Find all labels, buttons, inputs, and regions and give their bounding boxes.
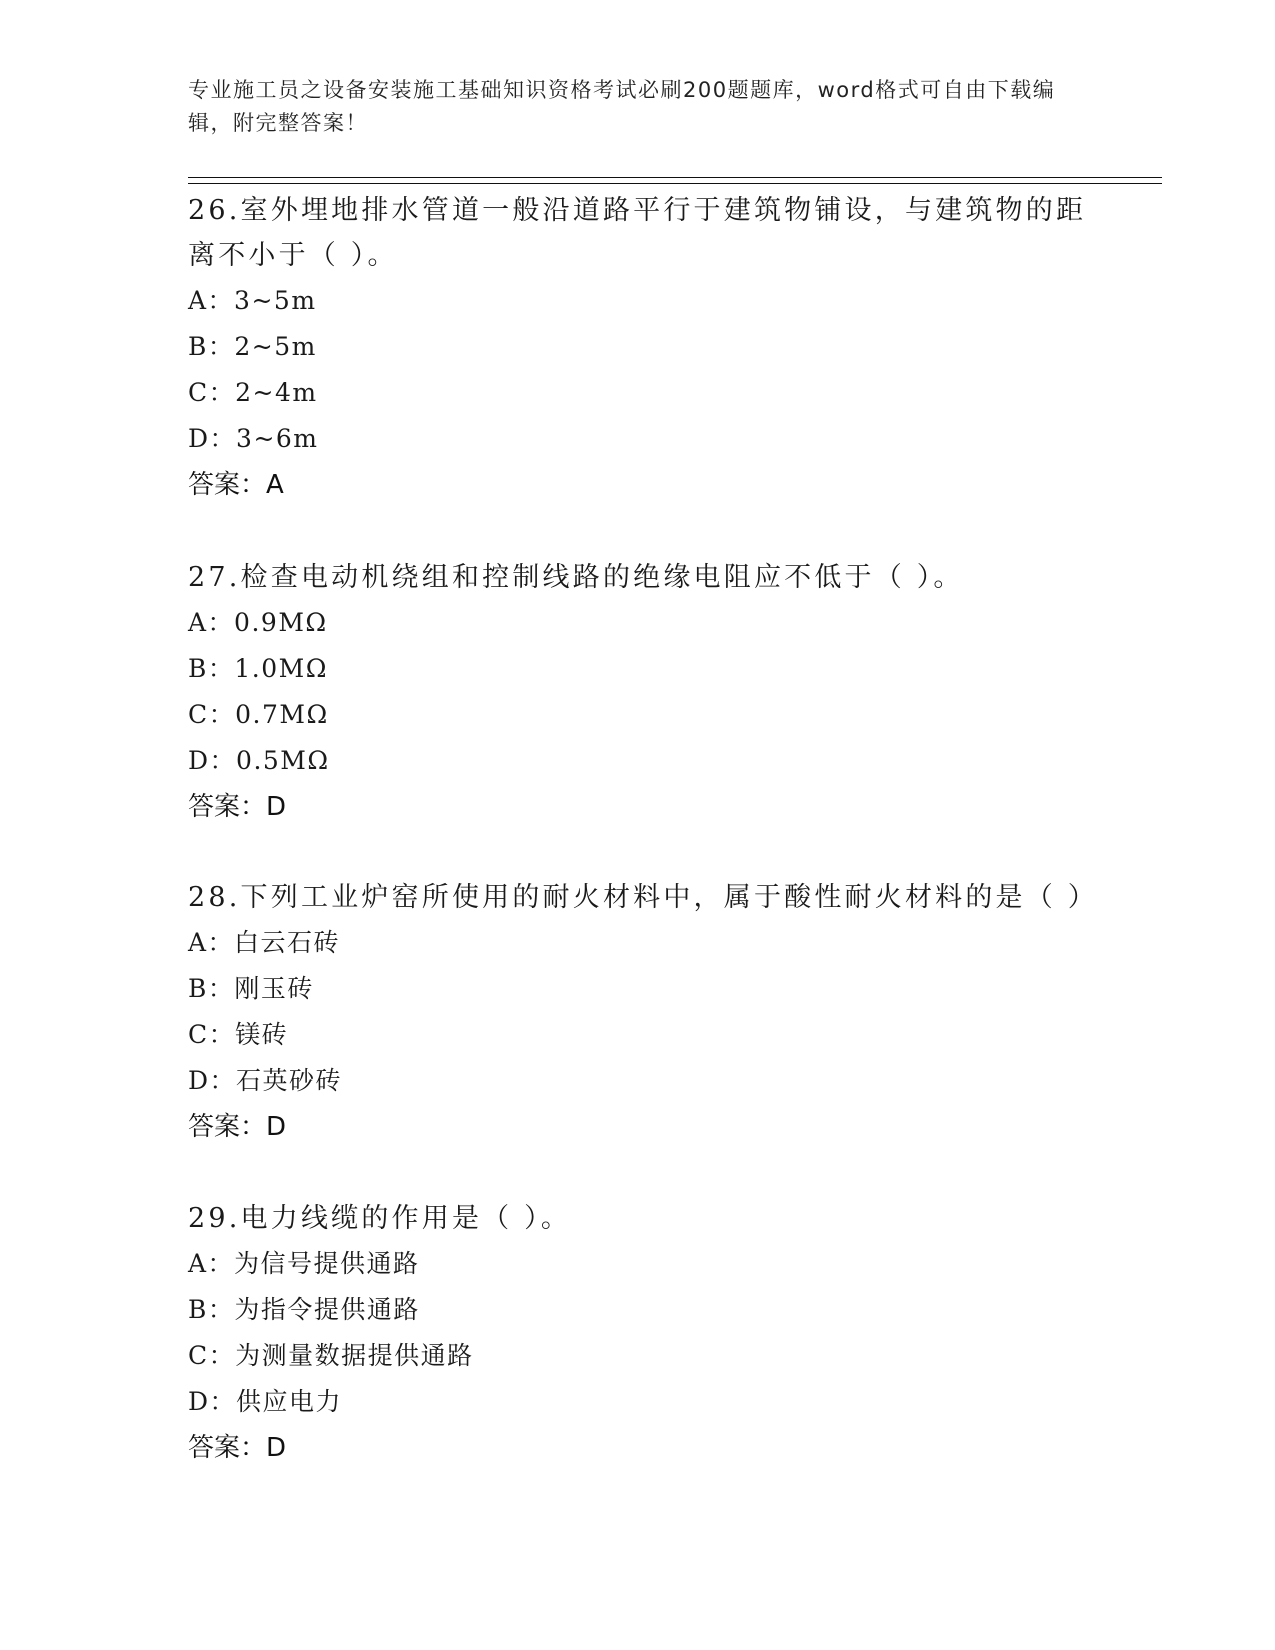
option-c: C：0.7MΩ bbox=[188, 700, 329, 729]
answer-label: 答案：D bbox=[188, 1112, 287, 1142]
option-d: D：0.5MΩ bbox=[188, 746, 330, 775]
answer-label: 答案：A bbox=[188, 470, 284, 500]
option-a: A：0.9MΩ bbox=[188, 608, 328, 637]
question-stem: 28.下列工业炉窑所使用的耐火材料中，属于酸性耐火材料的是（ ） bbox=[188, 882, 1098, 913]
option-b: B：1.0MΩ bbox=[188, 654, 328, 683]
question-27 bbox=[188, 555, 1108, 830]
option-c: C：为测量数据提供通路 bbox=[188, 1341, 474, 1370]
answer-label: 答案：D bbox=[188, 1433, 287, 1463]
question-29 bbox=[188, 1196, 1108, 1471]
option-a: A：白云石砖 bbox=[188, 928, 341, 957]
option-a: A：为信号提供通路 bbox=[188, 1249, 420, 1278]
document-header: 专业施工员之设备安装施工基础知识资格考试必刷200题题库，word格式可自由下载编辑，附完整答案！ bbox=[188, 78, 1056, 135]
question-stem: 26.室外埋地排水管道一般沿道路平行于建筑物铺设，与建筑物的距离不小于（ ）。 bbox=[188, 195, 1087, 271]
option-c: C：镁砖 bbox=[188, 1020, 289, 1049]
option-d: D：石英砂砖 bbox=[188, 1066, 343, 1095]
option-a: A：3~5m bbox=[188, 286, 317, 315]
header-divider-bottom bbox=[188, 183, 1162, 184]
option-b: B：刚玉砖 bbox=[188, 974, 314, 1003]
option-d: D：供应电力 bbox=[188, 1387, 343, 1416]
question-stem: 29.电力线缆的作用是（ ）。 bbox=[188, 1203, 572, 1234]
header-divider-top bbox=[188, 177, 1162, 178]
option-b: B：2~5m bbox=[188, 332, 317, 361]
question-stem: 27.检查电动机绕组和控制线路的绝缘电阻应不低于（ ）。 bbox=[188, 562, 964, 593]
option-b: B：为指令提供通路 bbox=[188, 1295, 420, 1324]
answer-label: 答案：D bbox=[188, 792, 287, 822]
question-26 bbox=[188, 188, 1108, 508]
option-c: C：2~4m bbox=[188, 378, 318, 407]
question-28 bbox=[188, 875, 1108, 1150]
option-d: D：3~6m bbox=[188, 424, 319, 453]
